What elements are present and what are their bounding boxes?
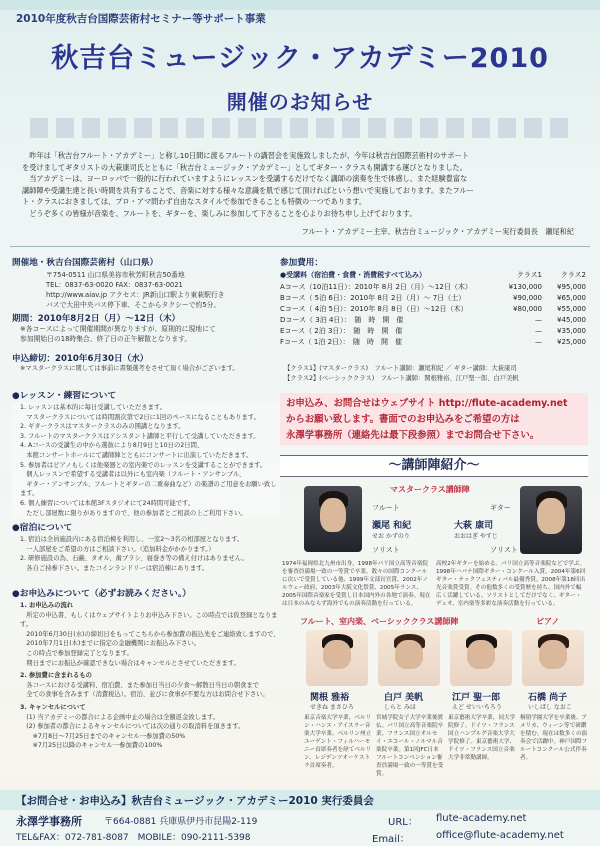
teacher-bio: 宮城学院女子大学卒業後渡仏。パリ国立高等音楽院卒業。フランス国立オルセイ・エコール・ノルマル音楽院卒業。第1回JFC日本フルートコンベンション審査員満場一致の一等賞を受賞。 [376,715,444,777]
office-name: 永澤学事務所 [16,815,82,828]
period-label: 期間：2010年8月2日（月）〜12日（木） [12,314,181,324]
stay-section [12,520,280,573]
intro-line: ト・クラスにおきましては、プロ・アマ問わず自由なスタイルで参加できることも特徴の一つであります。 [22,197,367,207]
url-label: URL： [388,817,418,828]
apply-section [12,586,280,751]
venue-label: 開催地・秋吉台国際芸術村（山口県） [12,258,159,268]
teacher-role: ソリスト [490,546,518,554]
lesson-section [12,388,280,518]
top-stripe [0,0,600,10]
deadline-label: 申込締切：2010年6月30日（水） [12,354,149,364]
intro-text [22,150,578,240]
stay-item: 各自ご持参下さい。またコインランドリーは宿泊棟にあります。 [20,564,209,572]
teacher-bio: 桐朋学園大学を卒業後、アメリカ、ウィーン等で研鑽を積む。現在は数多くの演奏会で活躍中。神戸国際フルートコンクール公式伴奏者。 [520,715,588,761]
fee-row [280,282,588,293]
fee-row [280,304,588,315]
intro-signature: フルート・アカデミー主宰、秋吉台ミュージック・アカデミー実行委員長 瀬尾和紀 [301,227,574,236]
intro-line: どうぞ多くの皆様が音楽を、フルートを、ギターを、楽しみに参加して下さることを心よりお待ち申し上げております。 [22,208,417,218]
office-telfax: TEL&FAX：072-781-8087 MOBILE：090-2111-5398 [16,833,251,843]
lesson-item: 5. 参加者はピアノもしくは他楽器との室内楽でのレッスンを受講することができます。 [20,461,267,469]
fee-row [280,337,588,348]
fee-class2: ¥55,000 [557,305,586,313]
background-watermark [30,118,570,138]
fee-class1: — [535,338,542,346]
pre-title: 2010年度秋吉台国際芸術村セミナー等サポート事業 [16,13,266,25]
footer-bar [0,790,600,810]
venue-line: 〒754-0511 山口県美祢市秋芳町秋吉50番地 [46,271,185,279]
venue-line: バスで大田中央バス停下車、そこからタクシーで約5分。 [46,301,221,309]
fee-class2: ¥95,000 [557,283,586,291]
instrument-label: ギター [490,504,511,512]
faculty-heading: 〜講師陣紹介〜 [280,455,588,477]
fee-row [280,326,588,337]
fee-class1: ¥130,000 [508,283,542,291]
fee-course: Dコース（ 3泊 4日）： 随 時 開 催 [280,316,404,324]
lesson-item: 4. Aコースの受講生の中から選抜により8月9日と10日の2日間、 [20,442,204,450]
fee-class1: — [535,327,542,335]
teacher-photo [450,630,512,686]
fee-course: Bコース（ 5泊 6日）：2010年 8月 2日（月）〜 7日（土） [280,294,466,302]
teacher-kana: えど せいいちろう [452,704,502,711]
fee-row [280,315,588,326]
lesson-item: 2. ギタークラスはマスタークラスのみの開講となります。 [20,423,185,431]
deadline-section [12,352,280,374]
teacher-bio: 東京藝術大学卒業、同大学院修了。ドイツ・フランス国立ハンブルグ音楽大学大学院修了。東京藝術大学、ドイツ・フランス国立音楽大学非常勤講師。 [448,715,516,761]
lesson-item: マスタークラスについては時間割次第で2日に1回のペースになることもあります。 [20,413,260,421]
divider [10,246,590,247]
subtitle: 開催のお知らせ [226,90,374,114]
basic-heading: フルート、室内楽、ベーシッククラス講師陣 [300,617,459,626]
apply-cancel: ※7月25日以降のキャンセル一参加費の100% [20,742,163,750]
main-title: 秋吉台ミュージック・アカデミー2010 [51,43,549,74]
apply-flow: 2010年6月30日(水)の締切日をもってこちらから参加費の振込先をご連絡致しますので、 [20,630,280,638]
master-heading: マスタークラス講師陣 [390,485,470,494]
apply-cancel: ※7月8日〜7月25日までのキャンセル一参加費の50% [20,732,186,740]
teacher-bio: 東京音楽大学卒業、ベルリン・ハンス・アイスラー音楽大学卒業。ベルリン州立ユーゲント・フィルハーモニー首席奏者を経てベルリン、レジデンツオーケストラ首席奏者。 [304,715,372,769]
lesson-item: 6. 個人練習については本館3Fスタジオにて24時間可能です。 [20,499,195,507]
class-note: 【クラス2】(ベーシッククラス) フルート講師：関根雅裕、江戸聖一郎、白戸美帆 [284,374,519,382]
teacher-bio: 1974年福岡県北九州市出身。1998年パリ国立高等音楽院を審査員満場一致の一等賞で卒業。数々の国際コンクールに次いで受賞している他、1999年文部長官賞、2002年ノルウェー政府、2003年大阪文化祭賞、2005年ランス、2005年国際音楽家を受賞し日本国内外の各地で演奏。現在は日本のみならず海外でもの演奏活動を行っている。 [282,561,431,607]
url-link[interactable]: flute-academy.net [436,813,527,824]
instrument-label: フルート [372,504,400,512]
fee-row [280,293,588,304]
lesson-item: 3. フルートのマスタークラスはアシスタント講師と平行して受講していただきます。 [20,432,260,440]
notice-line: 永澤学事務所（連絡先は最下段参照）までお問合せ下さい。 [286,430,540,441]
apply-cancel: (1) 当アカデミーの都合による企画中止の場合は全額返金致します。 [20,713,220,721]
fees-label: 参加費用： [280,258,323,268]
footer-bar-text: 【お問合せ・お申込み】秋吉台ミュージック・アカデミー2010 実行委員会 [16,795,374,807]
venue-line: TEL：0837-63-0020 FAX：0837-63-0021 [46,281,183,289]
teacher-photo [378,630,440,686]
intro-line: 昨年は「秋吉台フルート・アカデミー」と称し10日間に渡るフルートの講習会を実施致しましたが、今年は秋吉台国際芸術村のサポート [22,151,469,160]
venue-line: http://www.aiav.jp アクセス：JR新山口駅より東萩駅行き [46,291,225,299]
apply-included: 全ての食事を含みます（消費税込）。宿泊、並びに食事が不要な方はお問合せ下さい。 [20,691,269,699]
period-note: 参加開始日の18時集合、終了日の正午解散となります。 [20,335,192,343]
teacher-kana: せお かずのり [372,533,410,540]
office-address: 〒664-0881 兵庫県伊丹市昆陽2-119 [104,817,258,827]
teacher-role: ソリスト [372,546,400,554]
apply-included: 各コースにおける受講料、宿泊費、また参加日当日の夕食〜解散日当日の朝食まで [20,681,259,689]
apply-sub: 1. お申込みの流れ [20,602,74,609]
fee-class1: ¥80,000 [513,305,542,313]
fees-col-header: クラス2 [560,271,586,279]
teacher-name: 白戸 美帆 [384,693,424,703]
notice-line: からお願い致します。書面でのお申込みをご希望の方は [286,414,520,425]
lesson-item: 1. レッスンは基本的に毎日受講していただきます。 [20,404,166,411]
teacher-name: 関根 雅裕 [310,693,350,703]
lesson-item: 本館コンサートホールにて講師陣とともにコンサートに出演していただきます。 [20,451,253,459]
fee-class2: ¥45,000 [557,316,586,324]
teacher-name: 江戸 聖一郎 [452,693,501,703]
fee-course: Eコース（ 2泊 3日）： 随 時 開 催 [280,327,403,335]
notice-line: お申込み、お問合せはウェブサイト http://flute-academy.net [286,398,568,409]
teacher-kana: おおはぎ やすじ [454,533,498,540]
lesson-item: ギター・アンサンブル、フルートとギターの二重奏曲など）の楽譜のご用意をお願い致します。 [20,480,277,498]
teacher-kana: せきね まさひろ [310,704,354,711]
fees-col-header: クラス1 [516,271,542,279]
stay-item: 2. 研修施設の為、石鹸、タオル、歯ブラシ、寝巻き等の備え付けはありません。 [20,555,248,563]
apply-flow: この時点で参加登録完了となります。 [20,649,133,657]
piano-heading: ピアノ [536,617,560,626]
lesson-item: 個人レッスンで希望する受講者は以外にも室内楽（フルート・アンサンブル、 [20,471,246,479]
apply-flow: 期日までにお振込が確認できない場合はキャンセルとさせていただきます。 [20,659,240,667]
fee-course: Fコース（ 1泊 2日）： 随 時 開 催 [280,338,403,346]
fee-class2: ¥25,000 [557,338,586,346]
notice-box [280,393,588,445]
class-note: 【クラス1】(マスタークラス) フルート講師：瀬尾和紀 ／ ギター講師：大萩康司 [284,365,517,372]
fee-class2: ¥35,000 [557,327,586,335]
apply-cancel: (2) 参加者の都合によるキャンセルについては次の通りの取消料を頂きます。 [20,723,245,731]
period-section [12,312,280,344]
apply-heading: ●お申込みについて（必ずお読みください。） [12,589,192,599]
apply-flow: 所定の申込書、もしくはウェブサイトよりお申込み下さい。この時点では仮登録となります。 [20,611,278,629]
teacher-kana: しらと みほ [384,704,416,711]
email-label: Email： [372,834,410,845]
teacher-kana: いしばし なおこ [528,704,572,711]
lesson-heading: ●レッスン・練習について [12,391,117,401]
teacher-photo [520,486,582,554]
deadline-note: ※マスタークラスに関しては事前に書類選考をさせて頂く場合がございます。 [20,365,239,372]
stay-item: 1. 宿泊は全員施設内にある宿泊棟を利用し、一室2〜3名の相部屋となります。 [20,536,244,543]
apply-sub: 3. キャンセルについて [20,703,86,711]
intro-line: を受けましてギタリストの大萩康司氏とともに「秋吉台ミュージック・アカデミー」としてギター・クラスも開講する運びとなりました。 [22,162,467,172]
fee-course: Cコース（ 4泊 5日）：2010年 8月 8日（日）〜12日（木） [280,305,468,313]
teacher-name: 大萩 康司 [454,521,494,531]
fee-course: Aコース（10泊11日）：2010年 8月 2日（月）〜12日（木） [280,283,472,291]
email-link[interactable]: office@flute-academy.net [436,830,564,841]
fee-class2: ¥65,000 [557,294,586,302]
teacher-photo [306,630,368,686]
intro-line: 当アカデミーは、ヨーロッパで一般的に行われていますようにレッスンを受講するだけでなく講師の演奏を生で体感し、また経験豊富な [22,174,468,184]
period-note: ※各コースによって開催期間が異なりますが、原則的に現地にて [20,325,216,333]
teacher-name: 石橋 尚子 [528,693,568,703]
fee-class1: — [535,316,542,324]
teacher-photo [304,486,362,552]
teacher-bio: 高校2年ギターを始める。パリ国立高等音楽院などで学ぶ。1998年ハバナ国際ギター・コンクール入賞。2004年第6回ギター・テックフェスティバル最優秀賞。2008年第18回出光音楽賞受賞。その他数多くの受賞歴を持ち、国内外で幅広く活躍している。ソリストとしてだけでなく、ギター・デュオ、室内楽等多彩な演奏活動を行っている。 [436,561,586,607]
lesson-item: ただし部屋数に限りがありますので、他の参加者とご相談の上ご利用下さい。 [20,509,247,517]
fees-section [280,256,588,388]
fees-header-note: ●受講料（宿泊費・食費・消費税すべて込み） [280,271,426,279]
teacher-name: 瀬尾 和紀 [372,521,412,531]
apply-sub: 2. 参加費に含まれるもの [20,672,92,680]
teacher-photo [522,630,584,686]
stay-heading: ●宿泊について [12,523,73,533]
stay-item: 一人部屋をご希望の方はご相談下さい。（追加料金がかかります。） [20,545,215,553]
intro-line: 講師陣や受講生達と長い時間を共有することで、音楽に対する様々な意識を肌で感じて頂ければという想いで実施しております。またフルー [22,185,474,195]
apply-flow: 2010年7月1日(木)までに指定の金融機関にお振込み下さい。 [20,640,201,648]
fee-class1: ¥90,000 [513,294,542,302]
venue-section [12,256,280,310]
footer-contact [0,810,600,846]
